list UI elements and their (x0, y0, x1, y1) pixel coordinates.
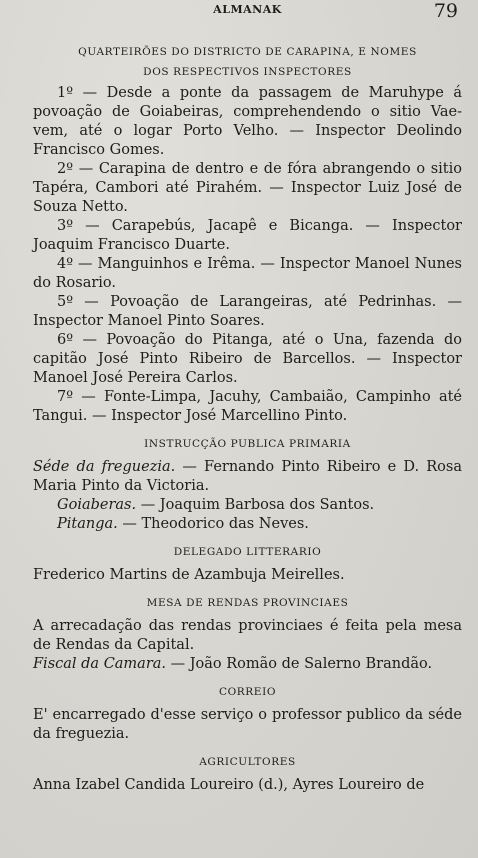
quarteirao-entry-5: 5º — Povoação de Larangeiras, até Pedrinhas. — Inspector Manoel Pinto Soares. (33, 294, 462, 329)
instrucao-text-pitanga: — Theodorico das Neves. (117, 516, 309, 532)
mesa-heading: MESA DE RENDAS PROVINCIAES (146, 597, 349, 609)
agricultores-heading: AGRICULTORES (199, 756, 296, 768)
quarteirao-entry-6: 6º — Povoação do Pitanga, até o Una, fazenda do capitão José Pinto Ribeiro de Barcellos. — Inspector Manoel José Pereira Carlos. (33, 332, 462, 386)
mesa-text: A arrecadação das rendas provinciaes é feita pela mesa de Rendas da Capital. (33, 618, 462, 653)
quarteiroes-list (33, 84, 462, 426)
instrucao-label-goiaberas: Goiaberas. (57, 497, 137, 513)
quarteirao-entry-2: 2º — Carapina de dentro e de fóra abrangendo o sitio Tapéra, Cambori até Pirahém. — Inspector Luiz José de Souza Netto. (33, 161, 462, 215)
instrucao-item-sede (33, 458, 462, 496)
agricultores-text: Anna Izabel Candida Loureiro (d.), Ayres Loureiro de (33, 777, 425, 793)
delegado-heading: DELEGADO LITTERARIO (173, 546, 322, 558)
fiscal-text: — João Romão de Salerno Brandão. (166, 656, 433, 672)
delegado-text: Frederico Martins de Azambuja Meirelles. (33, 567, 345, 583)
quarteirao-entry-4: 4º — Manguinhos e Irêma. — Inspector Manoel Nunes do Rosario. (33, 256, 462, 291)
instrucao-heading: INSTRUCÇÃO PUBLICA PRIMARIA (144, 438, 351, 450)
instrucao-item-goiaberas (33, 496, 462, 515)
quarteiroes-heading-line1: QUARTEIRÕES DO DISTRICTO DE CARAPINA, E NOMES (78, 46, 417, 58)
correio-text: E' encarregado d'esse serviço o professor publico da séde da freguezia. (33, 707, 462, 742)
instrucao-text-goiaberas: — Joaquim Barbosa dos Santos. (136, 497, 375, 513)
quarteiroes-heading-line2: DOS RESPECTIVOS INSPECTORES (143, 66, 352, 78)
instrucao-text-sede: — Fernando Pinto Ribeiro e D. Rosa Maria Pinto da Victoria. (33, 459, 462, 494)
quarteirao-entry-3: 3º — Carapebús, Jacapê e Bicanga. — Inspector Joaquim Francisco Duarte. (33, 218, 462, 253)
instrucao-item-pitanga (33, 515, 462, 534)
fiscal-label: Fiscal da Camara. (33, 656, 167, 672)
instrucao-label-sede: Séde da freguezia. (33, 459, 176, 475)
quarteirao-entry-7: 7º — Fonte-Limpa, Jacuhy, Cambaião, Campinho até Tangui. — Inspector José Marcellino Pinto. (33, 389, 462, 424)
running-title: ALMANAK (213, 3, 282, 16)
correio-heading: CORREIO (218, 686, 277, 698)
instrucao-label-pitanga: Pitanga. (57, 516, 118, 532)
quarteirao-entry-1: 1º — Desde a ponte da passagem de Maruhype á povoação de Goiabeiras, comprehendendo o sitio Vae-vem, até o logar Porto Velho. — Inspector Deolindo Francisco Gomes. (33, 85, 462, 158)
fiscal-line (33, 655, 462, 674)
page-number: 79 (433, 0, 458, 22)
running-header (33, 0, 462, 26)
